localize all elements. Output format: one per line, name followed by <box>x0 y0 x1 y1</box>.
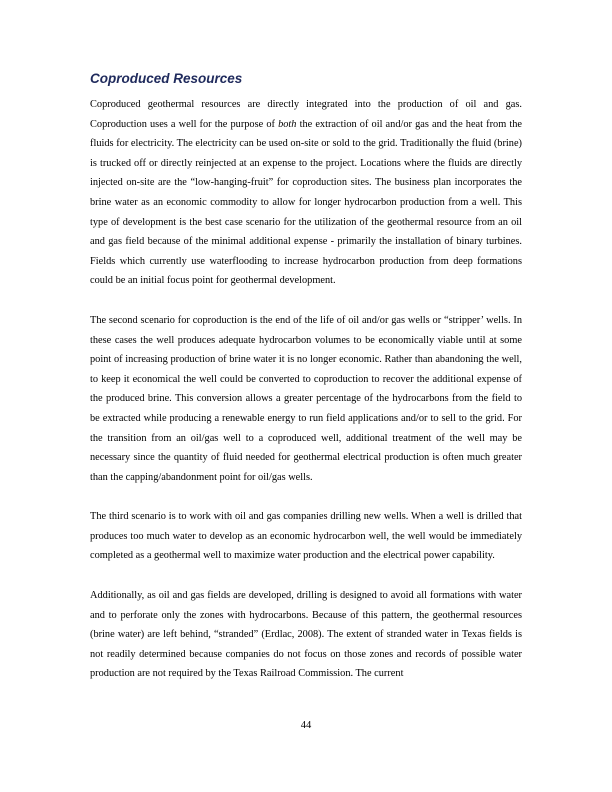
paragraph-second-scenario: The second scenario for coproduction is the end of the life of oil and/or gas wells or “stripper’ wells. In these cases the well produces adequate hydrocarbon volumes to be economically viable until at some point of increasing production of brine water it is no longer economic. Rather than abandoning the well, to keep it economical the well could be converted to coproduction to recover the additional expense of the produced brine. This conversion allows a greater percentage of the hydrocarbons from the field to be extracted while producing a renewable energy to run field applications and/or to sell to the grid. For the transition from an oil/gas well to a coproduced well, additional treatment of the well may be necessary since the quantity of fluid needed for geothermal electrical production is often much greater than the capping/abandonment point for oil/gas wells. <box>90 314 522 483</box>
paragraph-stranded-water: Additionally, as oil and gas fields are developed, drilling is designed to avoid all formations with water and to perforate only the zones with hydrocarbons. Because of this pattern, the geothermal resources (brine water) are left behind, “stranded” (Erdlac, 2008). The extent of stranded water in Texas fields is not readily determined because companies do not focus on those zones and records of possible water production are not required by the Texas Railroad Commission. The current <box>90 590 522 680</box>
paragraph-1-text-start: Coproduced geothermal resources are directly integrated into the production of oil and gas. Coproduction uses a well for the purpose of <box>90 99 522 130</box>
paragraph-coproduction-intro <box>90 95 522 291</box>
paragraph-third-scenario: The third scenario is to work with oil and gas companies drilling new wells. When a well is drilled that produces too much water to develop as an economic hydrocarbon well, the well would be immediately completed as a geothermal well to maximize water production and the electrical power capability. <box>90 511 522 562</box>
paragraph-1-text-end: the extraction of oil and/or gas and the heat from the fluids for electricity. The electricity can be used on-site or sold to the grid. Traditionally the fluid (brine) is trucked off or directly reinjected at an expense to the project. Locations where the fluids are directly injected on-site are the “low-hanging-fruit” for coproduction sites. The business plan incorporates the brine water as an economic commodity to allow for longer hydrocarbon production from a well. This type of development is the best case scenario for the utilization of the geothermal resource from an oil and gas field because of the minimal additional expense - primarily the installation of binary turbines. Fields which currently use waterflooding to increase hydrocarbon production from deep formations could be an initial focus point for geothermal development. <box>90 118 522 287</box>
page-body <box>90 70 522 684</box>
page-number: 44 <box>300 720 312 731</box>
section-heading: Coproduced Resources <box>90 71 243 86</box>
paragraph-1-emphasis: both <box>278 118 297 130</box>
